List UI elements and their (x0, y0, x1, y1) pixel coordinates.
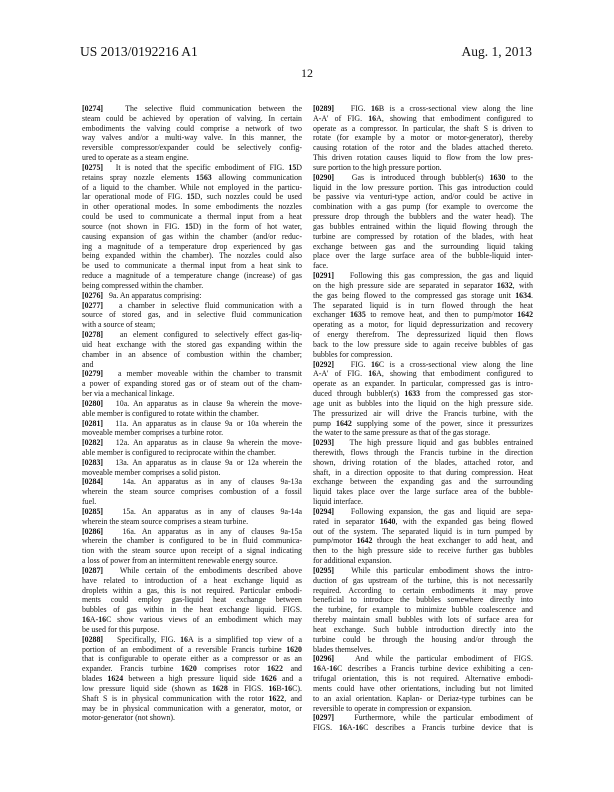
text-line: [0288] Specifically, FIG. 16A is a simplified top view of a (82, 634, 302, 644)
right-column (313, 104, 533, 733)
text-line: turbine could be through the housing and/or through the (313, 634, 533, 644)
text-line: retains spray nozzle elements 1563 allowing communication (82, 172, 302, 182)
text-line: the turbine, for example to minimize bubble coalescence and (313, 605, 533, 615)
paragraph (313, 104, 533, 173)
text-line: be used to communicate a thermal input from a heat sink to (82, 261, 302, 271)
text-line: operating as a motor, for liquid depressurization and recovery (313, 320, 533, 330)
text-line: age unit as bubbles into the liquid on the high pressure side. (313, 398, 533, 408)
text-line: the water to the same pressure as that of the gas storage. (313, 428, 491, 438)
text-line: being expanded within the chamber). The nozzles could also (82, 251, 302, 261)
text-line: rotate (for example by a motor or motor-generator), thereby (313, 133, 533, 143)
text-line: of a liquid to the chamber. While not employed in the particu- (82, 182, 302, 192)
text-line: bubbles of gas within in the heat exchange liquid. FIGS. (82, 605, 302, 615)
text-line: exchange between gas and the surrounding liquid taking (313, 241, 533, 251)
text-line: able member is configured to reciprocate within the chamber. (82, 447, 276, 457)
text-line: [0286] 16a. An apparatus as in any of clauses 9a-15a (82, 526, 302, 536)
text-line: reversible to operate in compression or expansion. (313, 703, 472, 713)
paragraph (313, 360, 533, 439)
text-line: [0281] 11a. An apparatus as in clause 9a or 10a wherein the (82, 418, 302, 428)
text-line: have related to introduction of a heat exchange liquid as (82, 575, 302, 585)
text-line: liquid takes place over the large surface area of the bubble- (313, 487, 533, 497)
text-line: bubbles for compression. (313, 349, 393, 359)
paragraph (313, 438, 533, 507)
text-line: Shaft S is in physical communication with the rotor 1622, and (82, 693, 303, 703)
text-line: trifugal orientation, this is not required. Alternative embodi- (313, 674, 533, 684)
text-line: [0291] Following this gas compression, the gas and liquid (313, 271, 533, 281)
text-line: beneficial to introduce the bubbles somewhere directly into (313, 595, 533, 605)
text-line: [0276] 9a. An apparatus comprising: (82, 290, 202, 300)
text-line: causing rotation of the rotor and the blades attached thereto. (313, 143, 533, 153)
text-line: [0289] FIG. 16B is a cross-sectional view along the line (313, 104, 534, 113)
text-line: A-A' of FIG. 16A, showing that embodiment configured to (313, 113, 534, 123)
text-line: [0290] Gas is introduced through bubbler(s) 1630 to the (313, 172, 533, 182)
text-line: [0282] 12a. An apparatus as in clause 9a wherein the move- (82, 438, 302, 448)
text-line: operate as a compressor. In particular, the shaft S is driven to (313, 123, 533, 133)
text-line: [0278] an element configured to selectively effect gas-liq- (82, 330, 302, 340)
text-line: [0295] While this particular embodiment shows the intro- (313, 565, 533, 575)
publication-date: Aug. 1, 2013 (461, 44, 532, 59)
paragraph (82, 635, 302, 723)
text-line: could be used to communicate a thermal input from a heat (82, 212, 302, 222)
text-line: operate as an expander. In particular, compressed gas is intro- (313, 379, 533, 389)
paragraph (82, 438, 302, 458)
text-line: sure portion to the high pressure portion. (313, 162, 442, 172)
text-line: blades 1624 between a high pressure liquid side 1626 and a (82, 674, 302, 684)
text-line: rated in separator 1640, with the expanded gas being flowed (313, 516, 534, 526)
text-line: ing a magnitude of a temperature drop experienced by gas (82, 241, 302, 251)
text-line: being compressed within the chamber. (82, 280, 204, 290)
text-line: portion of an embodiment of a reversible Francis turbine 1620 (82, 644, 302, 654)
text-line: [0283] 13a. An apparatus as in clause 9a or 12a wherein the (82, 457, 302, 467)
text-line: a loss of power from an intermittent renewable energy source. (82, 556, 278, 566)
text-line: [0275] It is noted that the specific embodiment of FIG. 15D (82, 162, 302, 172)
text-line: wherein the chamber is configured to be in fluid communica- (82, 536, 302, 546)
paragraph (82, 369, 302, 398)
text-line: FIGS. 16A-16C describes a Francis turbine device that is (313, 723, 533, 733)
text-line: [0284] 14a. An apparatus as in any of clauses 9a-13a (82, 477, 302, 487)
text-line: wherein the steam source comprises combustion of a fossil (82, 487, 302, 497)
page-number: 12 (301, 66, 313, 80)
text-line: [0297] Furthermore, while the particular embodiment of (313, 713, 533, 723)
text-line: duced through bubbler(s) 1633 from the compressed gas stor- (313, 389, 534, 399)
text-line: that is configurable to operate either as a compressor or as an (82, 654, 302, 664)
text-line: ber via a mechanical linkage. (82, 389, 175, 399)
text-line: a power of expanding stored gas or of steam out of the cham- (82, 379, 302, 389)
paragraph (82, 507, 302, 527)
text-line: low pressure liquid side (shown as 1628 in FIGS. 16B-16C). (82, 683, 302, 693)
text-line: exchange between the expanding gas and the surrounding (313, 477, 533, 487)
text-line: thereby maintain small bubbles with lots of surface area for (313, 615, 533, 625)
text-line: 16A-16C describes a Francis turbine device exhibiting a cen- (313, 664, 533, 674)
text-line: combination with a gas pump (for example to overcome the (313, 202, 533, 212)
paragraph (82, 291, 302, 301)
text-line: [0285] 15a. An apparatus as in any of clauses 9a-14a (82, 506, 302, 516)
text-line: gas bubbles entrained within the liquid flowing through the (313, 221, 533, 231)
text-line: [0274] The selective fluid communication between the (82, 104, 302, 113)
text-line: required. According to certain embodiments it may prove (313, 585, 533, 595)
text-line: and (82, 359, 94, 369)
text-line: motor-generator (not shown). (82, 713, 175, 723)
text-line: be used for this purpose. (82, 624, 160, 634)
text-line: wherein the steam source comprises a steam turbine. (82, 516, 249, 526)
text-line: on the high pressure side are separated in separator 1632, with (313, 280, 533, 290)
text-line: liquid in the low pressure portion. This gas introduction could (313, 182, 533, 192)
publication-number: US 2013/0192216 A1 (80, 44, 198, 59)
text-line: may be in physical communication with a generator, motor, or (82, 703, 302, 713)
text-line: able member is configured to rotate within the chamber. (82, 408, 259, 418)
text-line: embodiments the valving could comprise a network of two (82, 123, 302, 133)
text-line: pressure drop through the bubblers and the water head). The (313, 212, 533, 222)
paragraph (82, 458, 302, 478)
text-line: for additional expansion. (313, 556, 392, 566)
text-line: in other operational modes. In some embodiments the nozzles (82, 202, 302, 212)
text-line: tion with the steam source upon receipt of a signal indicating (82, 546, 302, 556)
text-line: lar operational mode of FIG. 15D, such nozzles could be used (82, 192, 302, 202)
paragraph (313, 713, 533, 733)
text-line: [0279] a member moveable within the chamber to transmit (82, 369, 302, 379)
text-line: exchanger 1635 to remove heat, and then to pump/motor 1642 (313, 310, 534, 320)
text-line: ments could employ gas-liquid heat exchange between (82, 595, 302, 605)
text-line: The pressurized air will drive the Francis turbine, with the (313, 408, 533, 418)
text-line: way valves and/or a multi-way valve. In this manner, the (82, 133, 302, 143)
text-line: [0287] While certain of the embodiments described above (82, 565, 302, 575)
text-line: shown, driving rotation of the blades, attached rotor, and (313, 457, 533, 467)
text-line: [0277] a chamber in selective fluid communication with a (82, 300, 302, 310)
text-line: The separated liquid is in turn flowed through the heat (313, 300, 533, 310)
text-line: causing expansion of gas within the chamber (and/or reduc- (82, 231, 302, 241)
text-line: A-A' of FIG. 16A, showing that embodiment configured to (313, 369, 534, 379)
text-line: 16A-16C show various views of an embodiment which may (82, 615, 302, 625)
paragraph (82, 477, 302, 506)
paragraph (313, 566, 533, 654)
text-line: chamber in an absence of combustion within the chamber; (82, 349, 302, 359)
left-column (82, 104, 302, 723)
paragraph (313, 654, 533, 713)
paragraph (82, 566, 302, 635)
paragraph (313, 173, 533, 271)
paragraph (82, 104, 302, 163)
text-line: uid heat exchange with the stored gas expanding within the (82, 339, 302, 349)
text-line: [0296] And while the particular embodiment of FIGS. (313, 654, 533, 664)
text-line: face. (313, 261, 329, 271)
text-line: place over the large surface area of the bubble-liquid inter- (313, 251, 533, 261)
text-line: of energy therefrom. The depressurized liquid then flows (313, 330, 533, 340)
text-line: then to the high pressure side to receive further gas bubbles (313, 546, 533, 556)
text-line: steam could be achieved by operation of valving. In certain (82, 113, 302, 123)
text-line: out of the system. The separated liquid is in turn pumped by (313, 526, 533, 536)
paragraph (82, 163, 302, 291)
text-line: [0292] FIG. 16C is a cross-sectional view along the line (313, 359, 534, 369)
paragraph (82, 301, 302, 330)
text-line: ured to operate as a steam engine. (82, 153, 189, 163)
text-line: This driven rotation causes liquid to flow from the low pres- (313, 153, 533, 163)
paragraph (82, 330, 302, 369)
text-line: reversible compressor/expander could be selectively config- (82, 143, 302, 153)
text-line: [0280] 10a. An apparatus as in clause 9a wherein the move- (82, 398, 302, 408)
text-line: the gas being flowed to the compressed gas storage unit 1634. (313, 290, 533, 300)
text-line: be passive via venturi-type action, and/or could be active in (313, 192, 533, 202)
text-line: to an axial orientation. Kaplan- or Deriaz-type turbines can be (313, 693, 533, 703)
text-line: expander. Francis turbine 1620 comprises rotor 1622 and (82, 664, 302, 674)
text-line: ments could have other orientations, including but not limited (313, 683, 533, 693)
paragraph (82, 419, 302, 439)
text-line: heat exchange. Such bubble introduction directly into the (313, 624, 533, 634)
text-line: droplets within a gas, this is not required. Particular embodi- (82, 585, 302, 595)
text-line: duction of gas upstream of the turbine, this is not necessarily (313, 575, 533, 585)
text-line: shaft, in a direction opposite to that during compression. Heat (313, 467, 533, 477)
text-line: turbine are compressed by rotation of the blades, with heat (313, 231, 533, 241)
text-line: [0293] The high pressure liquid and gas bubbles entrained (313, 438, 533, 448)
text-line: back to the low pressure side to again receive bubbles of gas (313, 339, 533, 349)
paragraph (82, 399, 302, 419)
paragraph (82, 527, 302, 566)
text-line: with a source of steam; (82, 320, 156, 330)
paragraph (313, 271, 533, 359)
text-line: blades themselves. (313, 644, 373, 654)
text-line: liquid interface. (313, 497, 363, 507)
paragraph (313, 507, 533, 566)
text-line: pump/motor 1642 through the heat exchanger to add heat, and (313, 536, 533, 546)
text-line: therewith, flows through the Francis turbine in the direction (313, 447, 533, 457)
text-line: source of stored gas, and in selective fluid communication (82, 310, 302, 320)
text-line: fuel. (82, 497, 97, 507)
text-line: pump 1642 supplying some of the power, since it pressurizes (313, 418, 533, 428)
text-line: moveable member comprises a turbine rotor. (82, 428, 224, 438)
text-line: reduce a magnitude of a temperature change (increase) of gas (82, 271, 302, 281)
text-line: [0294] Following expansion, the gas and liquid are sepa- (313, 506, 533, 516)
text-line: moveable member comprises a solid piston. (82, 467, 221, 477)
text-line: source (not shown in FIG. 15D) in the form of hot water, (82, 221, 302, 231)
